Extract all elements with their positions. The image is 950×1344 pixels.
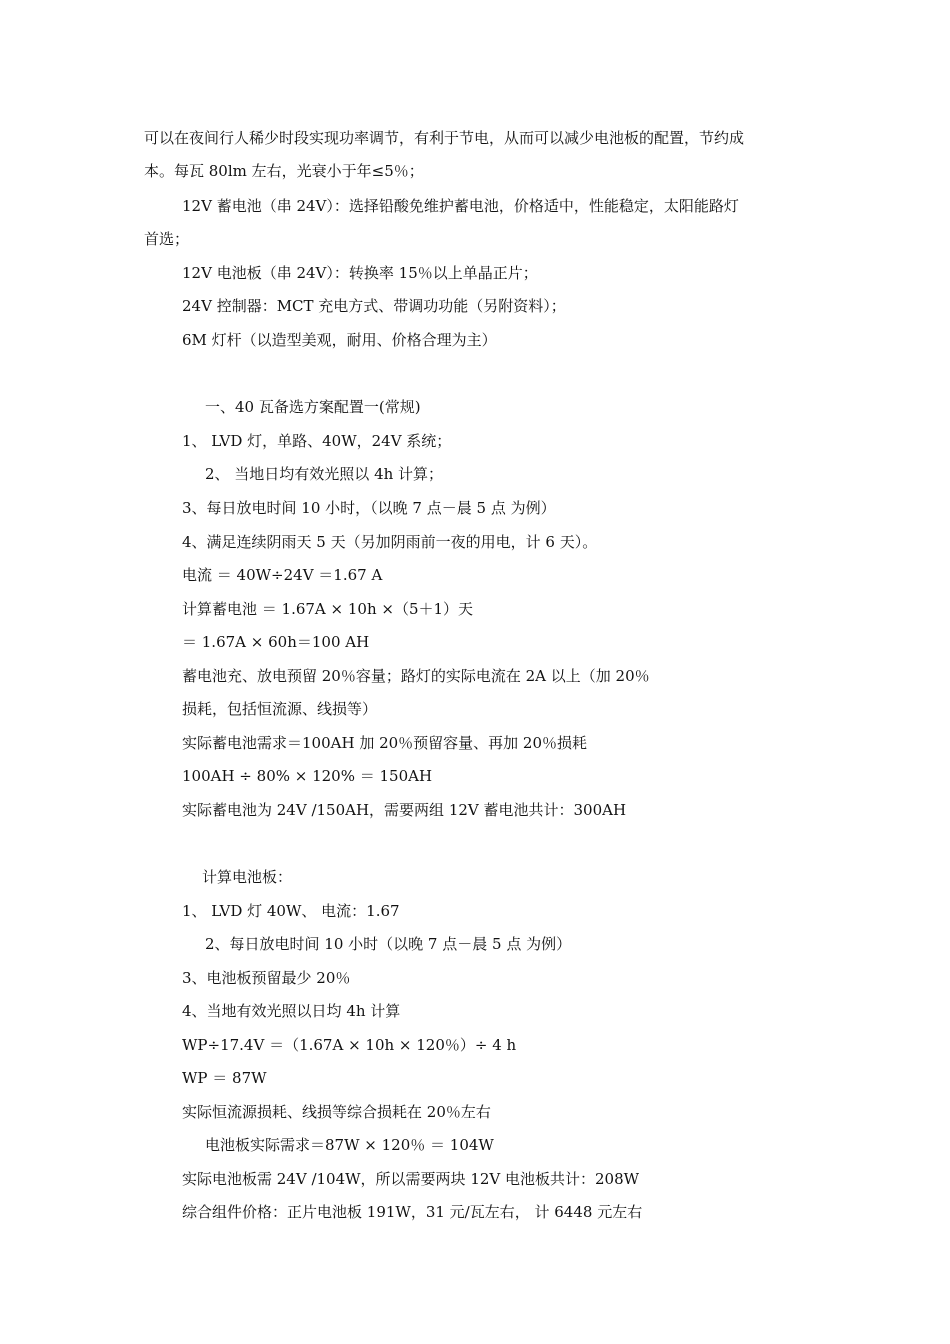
paragraph-line: 12V 蓄电池（串 24V）：选择铅酸免维护蓄电池，价格适中，性能稳定，太阳能路灯 bbox=[182, 197, 739, 215]
formula-line: ＝ 1.67A × 60h＝100 AH bbox=[182, 633, 370, 651]
paragraph-line: 实际恒流源损耗、线损等综合损耗在 20％左右 bbox=[182, 1103, 491, 1121]
section-heading: 一、40 瓦备选方案配置一(常规) bbox=[205, 398, 421, 416]
formula-line: 100AH ÷ 80% × 120% ＝ 150AH bbox=[182, 767, 433, 785]
list-item: 3、电池板预留最少 20％ bbox=[182, 969, 351, 987]
paragraph-line: 实际电池板需 24V /104W，所以需要两块 12V 电池板共计：208W bbox=[182, 1170, 640, 1188]
paragraph-line: 实际蓄电池为 24V /150AH，需要两组 12V 蓄电池共计：300AH bbox=[182, 801, 627, 819]
list-item: 2、每日放电时间 10 小时（以晚 7 点－晨 5 点 为例） bbox=[205, 935, 572, 953]
paragraph-line: 首选； bbox=[144, 230, 190, 248]
paragraph-line: 可以在夜间行人稀少时段实现功率调节，有利于节电，从而可以减少电池板的配置，节约成 bbox=[144, 129, 745, 147]
list-item: 4、当地有效光照以日均 4h 计算 bbox=[182, 1002, 401, 1020]
paragraph-line: 损耗，包括恒流源、线损等） bbox=[182, 700, 378, 718]
list-item: 3、每日放电时间 10 小时，（以晚 7 点－晨 5 点 为例） bbox=[182, 499, 556, 517]
formula-line: 电池板实际需求＝87W × 120％ ＝ 104W bbox=[205, 1136, 494, 1154]
formula-line: 电流 ＝ 40W÷24V ＝1.67 A bbox=[182, 566, 383, 584]
paragraph-line: 12V 电池板（串 24V）：转换率 15％以上单晶正片； bbox=[182, 264, 538, 282]
list-item: 2、 当地日均有效光照以 4h 计算； bbox=[205, 465, 444, 483]
paragraph-line: 蓄电池充、放电预留 20％容量；路灯的实际电流在 2A 以上（加 20％ bbox=[182, 667, 650, 685]
formula-line: 计算蓄电池 ＝ 1.67A × 10h ×（5＋1）天 bbox=[182, 600, 474, 618]
formula-line: WP÷17.4V ＝（1.67A × 10h × 120％）÷ 4 h bbox=[182, 1036, 517, 1054]
list-item: 1、 LVD 灯，单路、40W，24V 系统； bbox=[182, 432, 452, 450]
formula-line: WP ＝ 87W bbox=[182, 1069, 267, 1087]
paragraph-line: 6M 灯杆（以造型美观，耐用、价格合理为主） bbox=[182, 331, 497, 349]
paragraph-line: 实际蓄电池需求＝100AH 加 20％预留容量、再加 20％损耗 bbox=[182, 734, 588, 752]
paragraph-line: 综合组件价格：正片电池板 191W，31 元/瓦左右， 计 6448 元左右 bbox=[182, 1203, 643, 1221]
paragraph-line: 24V 控制器：MCT 充电方式、带调功功能（另附资料）； bbox=[182, 297, 566, 315]
paragraph-line: 本。每瓦 80lm 左右，光衰小于年≤5％； bbox=[144, 162, 424, 180]
list-item: 4、满足连续阴雨天 5 天（另加阴雨前一夜的用电，计 6 天）。 bbox=[182, 533, 598, 551]
list-item: 1、 LVD 灯 40W、 电流：1.67 bbox=[182, 902, 400, 920]
section-heading: 计算电池板： bbox=[202, 868, 293, 886]
